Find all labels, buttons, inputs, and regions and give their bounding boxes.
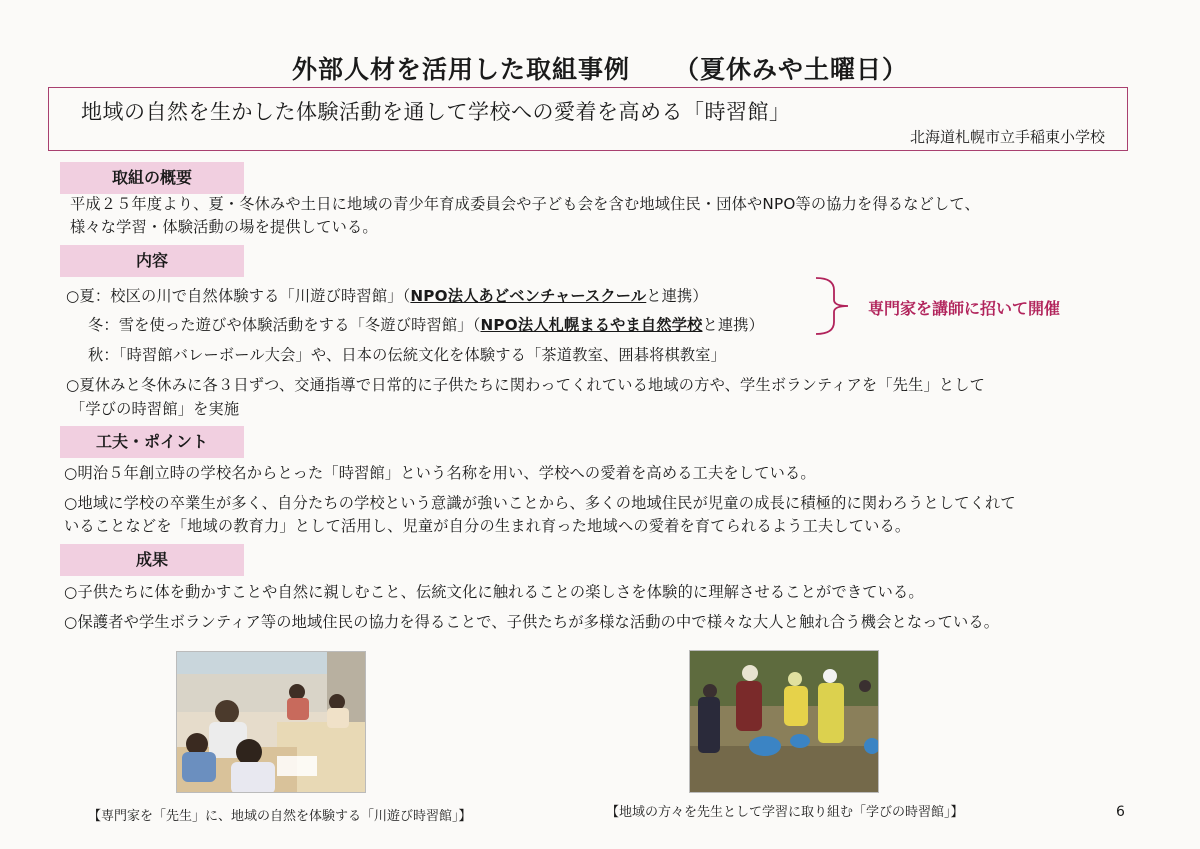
right-photo-caption: 【地域の方々を先生として学習に取り組む「学びの時習館」】: [606, 805, 964, 820]
winter-pre: 冬：雪を使った遊びや体験活動をする「冬遊び時習館」（: [88, 316, 481, 334]
callout-text: 専門家を講師に招いて開催: [868, 299, 1061, 318]
overview-line-1: 平成２５年度より、夏・冬休みや土日に地域の青少年育成委員会や子ども会を含む地域住民・団体やNPO等の協力を得るなどして、: [70, 195, 980, 213]
school-name: 北海道札幌市立手稲東小学校: [909, 128, 1105, 146]
section-label-content: 内容: [60, 245, 244, 277]
content-summer: [66, 285, 708, 306]
brace-icon: [812, 276, 852, 336]
classroom-photo: [176, 651, 366, 793]
river-photo: [689, 650, 879, 793]
content-winter: [88, 314, 764, 335]
page-number: 6: [1116, 804, 1125, 820]
content-autumn: 秋：「時習館バレーボール大会」や、日本の伝統文化を体験する「茶道教室、囲碁将棋教室」: [88, 346, 727, 364]
summer-org: NPO法人あどベンチャースクール: [410, 287, 647, 305]
section-label-points: 工夫・ポイント: [60, 426, 244, 458]
winter-post: と連携）: [702, 316, 765, 334]
summer-pre: ○夏：校区の川で自然体験する「川遊び時習館」（: [66, 287, 411, 305]
winter-org: NPO法人札幌まるやま自然学校: [480, 316, 703, 334]
left-photo-caption: 【専門家を「先生」に、地域の自然を体験する「川遊び時習館」】: [88, 809, 472, 824]
results-line-2: ○保護者や学生ボランティア等の地域住民の協力を得ることで、子供たちが多様な活動の中で様々な大人と触れ合う機会となっている。: [64, 613, 1000, 631]
section-label-overview: 取組の概要: [60, 162, 244, 194]
title-main: 外部人材を活用した取組事例: [291, 55, 630, 84]
points-line-2: ○地域に学校の卒業生が多く、自分たちの学校という意識が強いことから、多くの地域住民が児童の成長に積極的に関わろうとしてくれて: [64, 494, 1016, 512]
title-paren: （夏休みや土曜日）: [674, 55, 909, 84]
subtitle-text: 地域の自然を生かした体験活動を通して学校への愛着を高める「時習館」: [81, 100, 791, 124]
section-label-results: 成果: [60, 544, 244, 576]
page-title: [0, 50, 1200, 86]
points-line-3: いることなどを「地域の教育力」として活用し、児童が自分の生まれ育った地域への愛着を育てられるよう工夫している。: [64, 517, 911, 535]
summer-post: と連携）: [646, 287, 708, 305]
overview-line-2: 様々な学習・体験活動の場を提供している。: [70, 218, 378, 236]
content-extra-2: 「学びの時習館」を実施: [70, 400, 240, 418]
results-line-1: ○子供たちに体を動かすことや自然に親しむこと、伝統文化に触れることの楽しさを体験的に理解させることができている。: [64, 583, 924, 601]
points-line-1: ○明治５年創立時の学校名からとった「時習館」という名称を用い、学校への愛着を高める工夫をしている。: [64, 464, 816, 482]
subtitle-box: [48, 87, 1128, 151]
content-extra-1: ○夏休みと冬休みに各３日ずつ、交通指導で日常的に子供たちに関わってくれている地域の方や、学生ボランティアを「先生」として: [66, 376, 986, 394]
